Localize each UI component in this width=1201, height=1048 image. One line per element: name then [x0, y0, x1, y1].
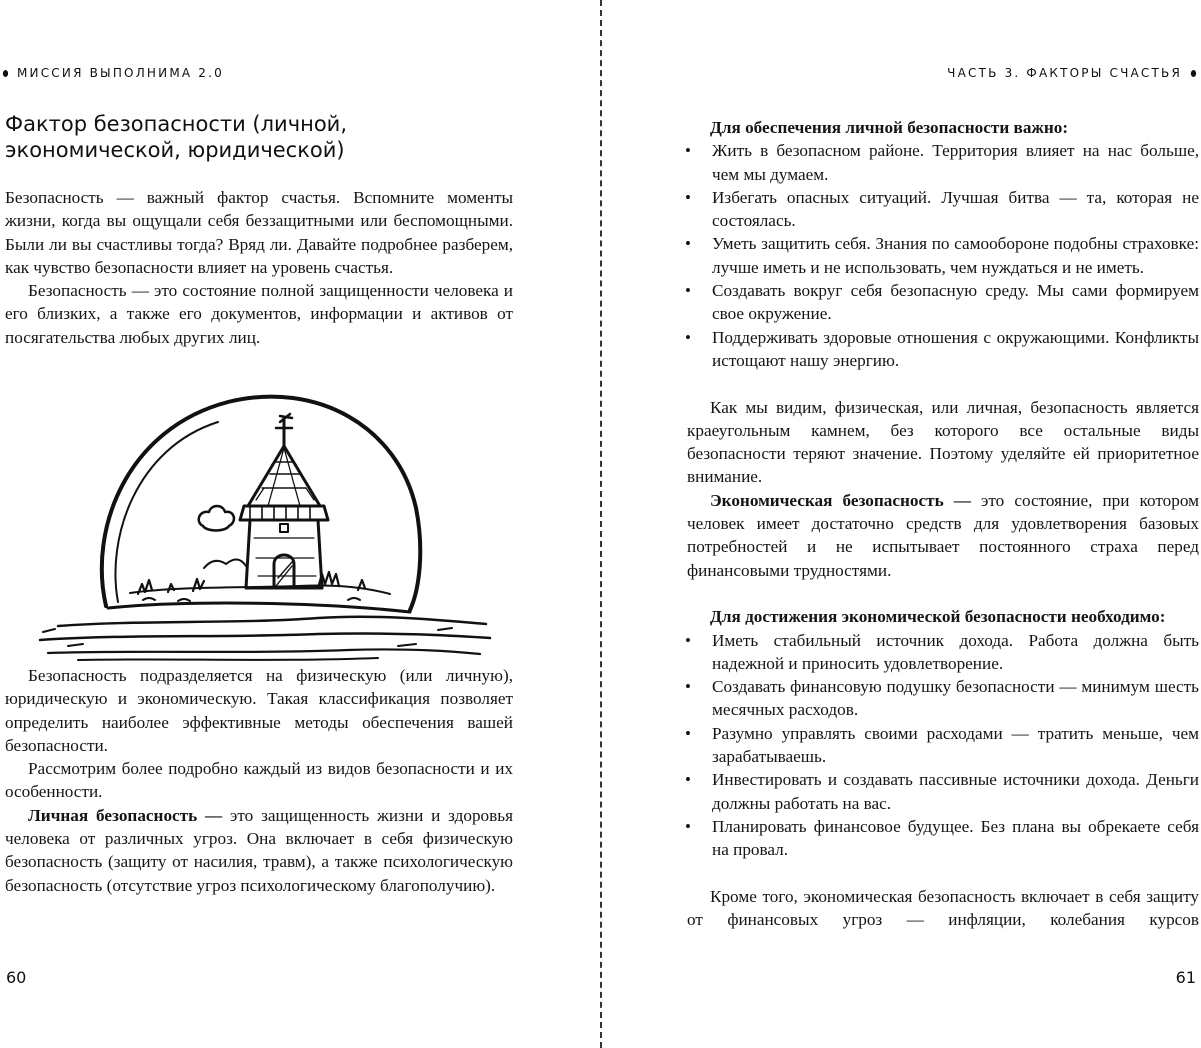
- list-item: • Разумно управлять своими расходами — тратить меньше, чем зарабатываешь.: [687, 722, 1199, 769]
- running-head-right: [947, 66, 1197, 80]
- snow-globe-castle-icon: [18, 388, 498, 668]
- list-item: • Планировать финансовое будущее. Без плана вы обрекаете себя на провал.: [687, 815, 1199, 862]
- paragraph: [5, 804, 513, 897]
- term-economic-security: Экономическая безопасность —: [710, 490, 971, 510]
- term-definition: это защищенность жизни и здоровья человека от различных угроз. Она включает в себя физическую безопасность (защиту от насилия, травм), а также психологическую безопасность (отсутствие угроз психологическому благополучию).: [5, 805, 513, 895]
- term-personal-security: Личная безопасность —: [28, 805, 223, 825]
- running-head-left: [2, 66, 224, 80]
- paragraph: Безопасность — важный фактор счастья. Вспомните моменты жизни, когда вы ощущали себя беззащитными или беспомощными. Были ли вы счастливы тогда? Вряд ли. Давайте подробнее разберем, как чувство безопасности влияет на уровень счастья.: [5, 188, 513, 277]
- paragraph: Безопасность подразделяется на физическую (или личную), юридическую и экономическую. Такая классификация позволяет определить наиболее эффективные методы обеспечения вашей безопасности.: [5, 666, 513, 755]
- section-heading: Фактор безопасности (личной, экономической, юридической): [5, 112, 347, 162]
- running-head-text: МИССИЯ ВЫПОЛНИМА 2.0: [17, 66, 224, 80]
- paragraph: Безопасность — это состояние полной защищенности человека и его близких, а также его документов, информации и активов от посягательства любых других лиц.: [5, 281, 513, 347]
- economic-security-list: [687, 629, 1199, 862]
- term-definition: это состояние, при котором человек имеет достаточно средств для удовлетворения базовых потребностей и не испытывает постоянного страха перед финансовыми трудностями.: [687, 490, 1199, 580]
- paragraph: Рассмотрим более подробно каждый из видов безопасности и их особенности.: [5, 759, 513, 802]
- bullet-dot-icon: [1190, 69, 1197, 78]
- list-item: • Уметь защитить себя. Знания по самообороне подобны страховке: лучше иметь и не использовать, чем нуждаться и не иметь.: [687, 232, 1199, 279]
- list-item: • Инвестировать и создавать пассивные источники дохода. Деньги должны работать на вас.: [687, 768, 1199, 815]
- paragraph: Кроме того, экономическая безопасность включает в себя защиту от финансовых угроз — инфляции, колебания курсов: [687, 886, 1199, 930]
- list-item: • Избегать опасных ситуаций. Лучшая битва — та, которая не состоялась.: [687, 186, 1199, 233]
- list-heading: Для достижения экономической безопасности необходимо:: [710, 607, 1166, 627]
- intro-text: [5, 186, 513, 349]
- body-text: [5, 664, 513, 897]
- bullet-dot-icon: [2, 69, 9, 78]
- left-page: [0, 0, 600, 1048]
- page-number: 60: [6, 968, 27, 987]
- list-heading: Для обеспечения личной безопасности важно:: [710, 118, 1069, 137]
- paragraph: Как мы видим, физическая, или личная, безопасность является краеугольным камнем, без которого все остальные виды безопасности теряют значение. Поэтому уделяйте ей приоритетное внимание.: [687, 397, 1199, 487]
- right-page: [602, 0, 1201, 1048]
- running-head-text: ЧАСТЬ 3. ФАКТОРЫ СЧАСТЬЯ: [947, 66, 1182, 80]
- list-item: • Создавать вокруг себя безопасную среду. Мы сами формируем свое окружение.: [687, 279, 1199, 326]
- paragraph: [687, 489, 1199, 582]
- list-item: • Поддерживать здоровые отношения с окружающими. Конфликты истощают нашу энергию.: [687, 326, 1199, 373]
- page-number: 61: [1175, 968, 1196, 987]
- personal-security-list: [687, 139, 1199, 372]
- list-item: • Создавать финансовую подушку безопасности — минимум шесть месячных расходов.: [687, 675, 1199, 722]
- body-text: [687, 116, 1199, 931]
- list-item: • Жить в безопасном районе. Территория влияет на нас больше, чем мы думаем.: [687, 139, 1199, 186]
- list-item: • Иметь стабильный источник дохода. Работа должна быть надежной и приносить удовлетворение.: [687, 629, 1199, 676]
